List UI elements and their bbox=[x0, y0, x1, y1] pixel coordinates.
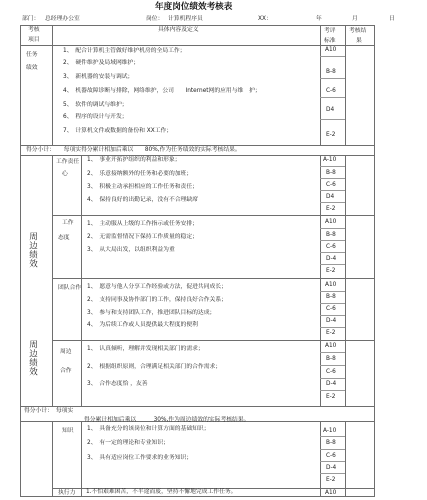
perf-item: 2、 硬件维护及局域网维护； bbox=[63, 60, 140, 66]
post-value: 计算机程序员 bbox=[168, 16, 203, 22]
group-grade: C-6 bbox=[326, 182, 336, 188]
grade-separator bbox=[320, 473, 345, 474]
group-grade: A10 bbox=[325, 343, 337, 349]
dept-label: 部门： bbox=[22, 16, 40, 22]
peripheral-subtotal-line2: 得分累计相加后乘以 30%,作为周边绩效的实际考核结果。 bbox=[84, 417, 250, 423]
group-name: 团队合作 bbox=[58, 285, 82, 291]
grade-separator bbox=[320, 327, 345, 328]
group-name: 周边 bbox=[60, 349, 72, 355]
col-standard-1: 考评 bbox=[324, 28, 336, 34]
group-item: 3、 具有适应岗位工作要求的业务知识； bbox=[87, 455, 193, 461]
col-result-2: 果 bbox=[356, 38, 362, 44]
peripheral-label: 周边绩效 bbox=[27, 232, 38, 268]
group-item: 2、 无需监督情况下保持工作质量的稳定； bbox=[87, 234, 198, 240]
group-item: 4、 保持良好的出勤记录，没有不合理缺席 bbox=[87, 197, 198, 203]
month-label: 月 bbox=[352, 16, 358, 22]
group-grade: D4 bbox=[326, 194, 335, 200]
group-name: 心 bbox=[62, 171, 68, 177]
group-grade: C-6 bbox=[326, 244, 336, 250]
group-item: 2、 支持同事及协作部门的工作，保持良好合作关系； bbox=[87, 297, 227, 303]
group-grade: E-2 bbox=[326, 394, 336, 400]
group-grade: E-2 bbox=[326, 477, 336, 483]
group-grade: C-6 bbox=[326, 369, 336, 375]
grade-separator bbox=[320, 166, 345, 167]
col-standard-2: 标准 bbox=[324, 38, 336, 44]
grade-separator bbox=[320, 352, 345, 353]
group-grade: A10 bbox=[325, 490, 337, 496]
perf-grade: D4 bbox=[326, 107, 335, 113]
peripheral-subtotal: 得分小计： 每项实 bbox=[24, 408, 74, 414]
group-name: 执行力 bbox=[58, 490, 76, 496]
group-item: 3、 合作态度恰 ，友善 bbox=[87, 381, 148, 387]
grade-separator bbox=[320, 390, 345, 391]
perf-item: 6、 程序的设计与开发； bbox=[63, 114, 128, 120]
group-grade: A10 bbox=[325, 282, 337, 288]
performance-label-1: 任务 bbox=[26, 52, 38, 58]
dept-value: 总经理办公室 bbox=[45, 16, 80, 22]
perf-grade: B-8 bbox=[326, 69, 336, 75]
grade-separator bbox=[320, 264, 345, 265]
post-label: 岗位： bbox=[146, 16, 164, 22]
group-grade: D-4 bbox=[326, 465, 337, 471]
grade-separator bbox=[320, 228, 345, 229]
group-grade: E-2 bbox=[326, 268, 336, 274]
col-content: 具体内容及定义 bbox=[158, 27, 199, 33]
group-grade: D-4 bbox=[326, 256, 337, 262]
group-item: 2、 有一定的理论和专业知识； bbox=[87, 440, 169, 446]
grade-separator bbox=[320, 461, 345, 462]
name-label: XX： bbox=[258, 16, 272, 22]
group-grade: B-8 bbox=[326, 232, 336, 238]
perf-grade: A10 bbox=[325, 47, 337, 53]
group-grade: B-8 bbox=[326, 356, 336, 362]
grade-separator bbox=[320, 178, 345, 179]
grade-separator bbox=[320, 303, 345, 304]
group-item: 4、 为后续工作或人员提供最大程度的便利 bbox=[87, 322, 198, 328]
group-item: 1、 事业开拓护组织的利益和形象； bbox=[87, 157, 181, 163]
col-result-1: 考核结 bbox=[349, 28, 367, 34]
group-item: 3、 从大局出发，以组织利益为重 bbox=[87, 247, 175, 253]
grade-separator bbox=[320, 56, 345, 57]
peripheral-label-second: 周边绩效 bbox=[27, 340, 38, 376]
group-grade: B-8 bbox=[326, 170, 336, 176]
group-item: 2、 根据组织原则，合理满足相关部门的合作需求； bbox=[87, 364, 222, 370]
group-grade: A10 bbox=[325, 219, 337, 225]
grade-separator bbox=[320, 436, 345, 437]
group-name: 态度 bbox=[58, 235, 70, 241]
perf-item: 7、 计算机文件或数据的备份和 XX工作； bbox=[63, 128, 173, 134]
col-item-2: 项目 bbox=[28, 37, 40, 43]
group-grade: E-2 bbox=[326, 330, 336, 336]
year-label: 年 bbox=[316, 16, 322, 22]
grade-separator bbox=[320, 449, 345, 450]
group-grade: C-6 bbox=[326, 306, 336, 312]
group-grade: E-2 bbox=[326, 206, 336, 212]
grade-separator bbox=[320, 365, 345, 366]
perf-item: 1、 配合计算机主管做好维护机房的全局工作； bbox=[63, 48, 186, 54]
grade-separator bbox=[320, 190, 345, 191]
grade-separator bbox=[320, 240, 345, 241]
perf-item: 3、 新机器的安装与调试； bbox=[63, 74, 134, 80]
group-name: 知识 bbox=[62, 428, 74, 434]
group-grade: D-4 bbox=[326, 381, 337, 387]
grade-separator bbox=[320, 252, 345, 253]
grade-separator bbox=[320, 315, 345, 316]
perf-item: 5、 软件的调试与维护； bbox=[63, 102, 128, 108]
grade-separator bbox=[320, 78, 345, 79]
col-item-1: 考核 bbox=[28, 27, 40, 33]
performance-label-2: 绩效 bbox=[26, 65, 38, 71]
group-item: 1、 认真倾听，理解并发现相关部门的需求； bbox=[87, 346, 204, 352]
group-item: 3、 参与和支持团队工作，推进团队目标的达成； bbox=[87, 310, 216, 316]
perf-grade: E-2 bbox=[326, 132, 336, 138]
page-title: 年度岗位绩效考核表 bbox=[155, 2, 233, 12]
group-grade: C-6 bbox=[326, 453, 336, 459]
perf-item: 4、 机器故障诊断与排除，网络维护，公司 Internet网的应用与维 护； bbox=[63, 88, 261, 94]
perf-grade: C-6 bbox=[326, 88, 336, 94]
group-name: 合作 bbox=[60, 368, 72, 374]
group-item: 1.不怕艰难困苦，不半途而废，坚持不懈地完成工作任务。 bbox=[86, 489, 237, 495]
group-grade: D-4 bbox=[326, 318, 337, 324]
group-grade: B-8 bbox=[326, 440, 336, 446]
group-item: 1、 主动服从上级的工作指示或任务安排； bbox=[87, 221, 198, 227]
day-label: 日 bbox=[389, 16, 395, 22]
group-item: 1、 具备充分的该岗位和计算方面的基础知识； bbox=[87, 426, 210, 432]
group-name: 工作 bbox=[62, 220, 74, 226]
group-item: 1、 愿意与他人分享工作经验或方法，促进共同成长； bbox=[87, 284, 227, 290]
group-grade: A-10 bbox=[323, 428, 337, 434]
grade-separator bbox=[320, 202, 345, 203]
group-item: 3、 积极主动承担相应的工作任务和责任； bbox=[87, 184, 198, 190]
grade-separator bbox=[320, 378, 345, 379]
grade-separator bbox=[320, 97, 345, 98]
group-grade: A-10 bbox=[323, 157, 337, 163]
group-grade: B-8 bbox=[326, 294, 336, 300]
grade-separator bbox=[320, 291, 345, 292]
group-name: 工作责任 bbox=[56, 159, 80, 165]
performance-subtotal: 得分小计： 每项实得分累计相加后乘以 80%,作为任务绩效的实际考核结果。 bbox=[26, 147, 241, 153]
group-item: 2、 乐意接纳额外的任务和必要的加班； bbox=[87, 171, 193, 177]
grade-separator bbox=[320, 119, 345, 120]
